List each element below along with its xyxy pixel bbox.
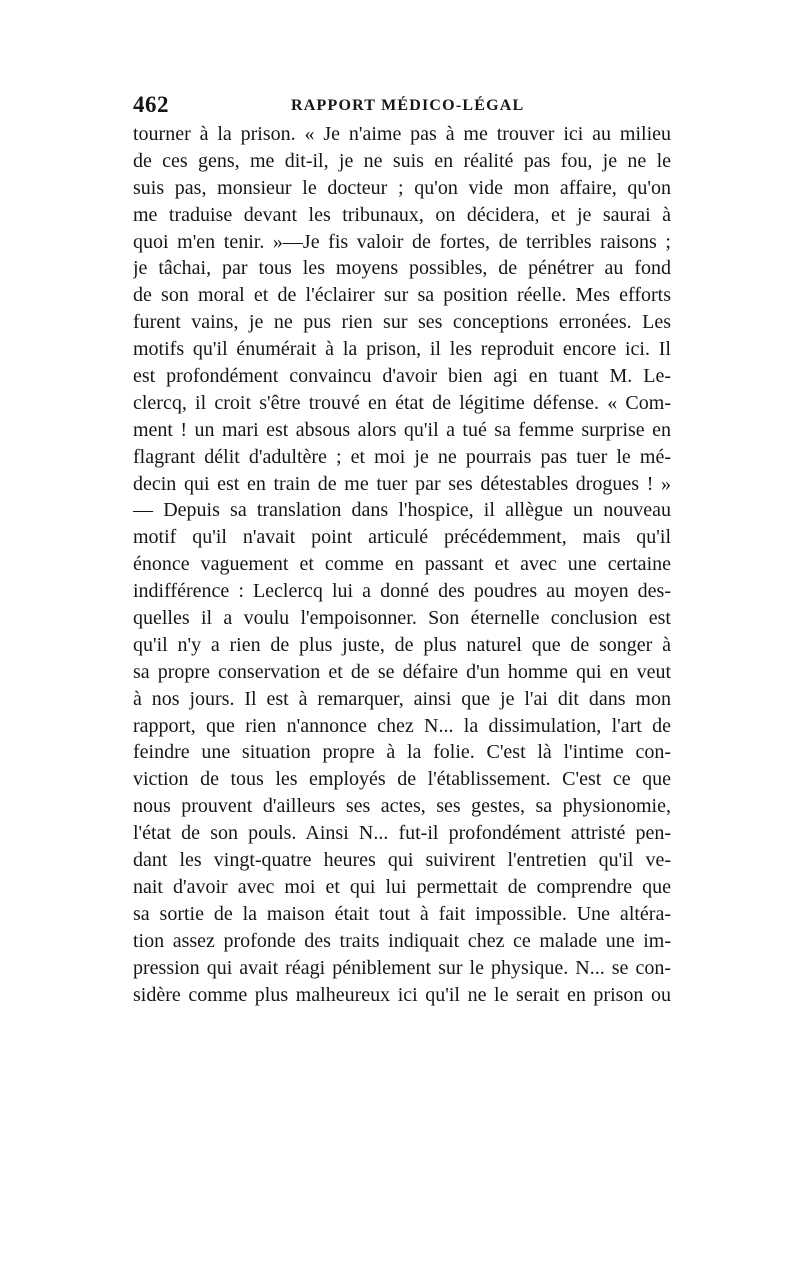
text-line: ment ! un mari est absous alors qu'il a tué sa femme surprise en — [133, 418, 671, 441]
text-line: viction de tous les employés de l'établissement. C'est ce que — [133, 768, 671, 791]
text-line: sa sortie de la maison était tout à fait impossible. Une altéra- — [133, 902, 671, 925]
text-line: motifs qu'il énumérait à la prison, il les reproduit encore ici. Il — [133, 338, 671, 361]
text-line: l'état de son pouls. Ainsi N... fut-il profondément attristé pen- — [133, 822, 671, 845]
text-line: indifférence : Leclercq lui a donné des poudres au moyen des- — [133, 580, 671, 603]
text-line: de son moral et de l'éclairer sur sa position réelle. Mes efforts — [133, 284, 671, 307]
text-line: quelles il a voulu l'empoisonner. Son éternelle conclusion est — [133, 607, 671, 630]
text-line: motif qu'il n'avait point articulé précédemment, mais qu'il — [133, 526, 671, 549]
text-line: dant les vingt-quatre heures qui suivirent l'entretien qu'il ve- — [133, 849, 671, 872]
text-line: rapport, que rien n'annonce chez N... la dissimulation, l'art de — [133, 714, 671, 737]
text-line: clercq, il croit s'être trouvé en état de légitime défense. « Com- — [133, 391, 671, 414]
page-header — [133, 92, 673, 122]
text-line: quoi m'en tenir. »—Je fis valoir de fortes, de terribles raisons ; — [133, 230, 671, 253]
text-line: me traduise devant les tribunaux, on décidera, et je saurai à — [133, 203, 671, 226]
running-head: RAPPORT MÉDICO-LÉGAL — [291, 97, 525, 114]
text-line: je tâchai, par tous les moyens possibles, de pénétrer au fond — [133, 257, 671, 280]
text-line: — Depuis sa translation dans l'hospice, il allègue un nouveau — [133, 499, 671, 522]
body-text — [133, 121, 671, 1008]
text-line: qu'il n'y a rien de plus juste, de plus naturel que de songer à — [133, 633, 671, 656]
text-line: suis pas, monsieur le docteur ; qu'on vide mon affaire, qu'on — [133, 176, 671, 199]
text-line: tourner à la prison. « Je n'aime pas à me trouver ici au milieu — [133, 123, 671, 145]
text-line: est profondément convaincu d'avoir bien agi en tuant M. Le- — [133, 365, 671, 388]
text-line: à nos jours. Il est à remarquer, ainsi que je l'ai dit dans mon — [133, 687, 671, 710]
text-line: énonce vaguement et comme en passant et avec une certaine — [133, 553, 671, 576]
text-line: decin qui est en train de me tuer par ses détestables drogues ! » — [133, 472, 671, 495]
page-number: 462 — [133, 92, 169, 117]
text-line: sa propre conservation et de se défaire d'un homme qui en veut — [133, 660, 671, 683]
text-line: tion assez profonde des traits indiquait chez ce malade une im- — [133, 929, 671, 952]
text-line: de ces gens, me dit-il, je ne suis en réalité pas fou, je ne le — [133, 149, 671, 172]
text-line: nous prouvent d'ailleurs ses actes, ses gestes, sa physionomie, — [133, 795, 671, 818]
text-line: sidère comme plus malheureux ici qu'il ne le serait en prison ou — [133, 983, 671, 1006]
text-line: feindre une situation propre à la folie. C'est là l'intime con- — [133, 741, 671, 764]
text-line: flagrant délit d'adultère ; et moi je ne pourrais pas tuer le mé- — [133, 445, 671, 468]
text-line: furent vains, je ne pus rien sur ses conceptions erronées. Les — [133, 311, 671, 334]
text-line: nait d'avoir avec moi et qui lui permettait de comprendre que — [133, 875, 671, 898]
text-line: pression qui avait réagi péniblement sur le physique. N... se con- — [133, 956, 671, 979]
